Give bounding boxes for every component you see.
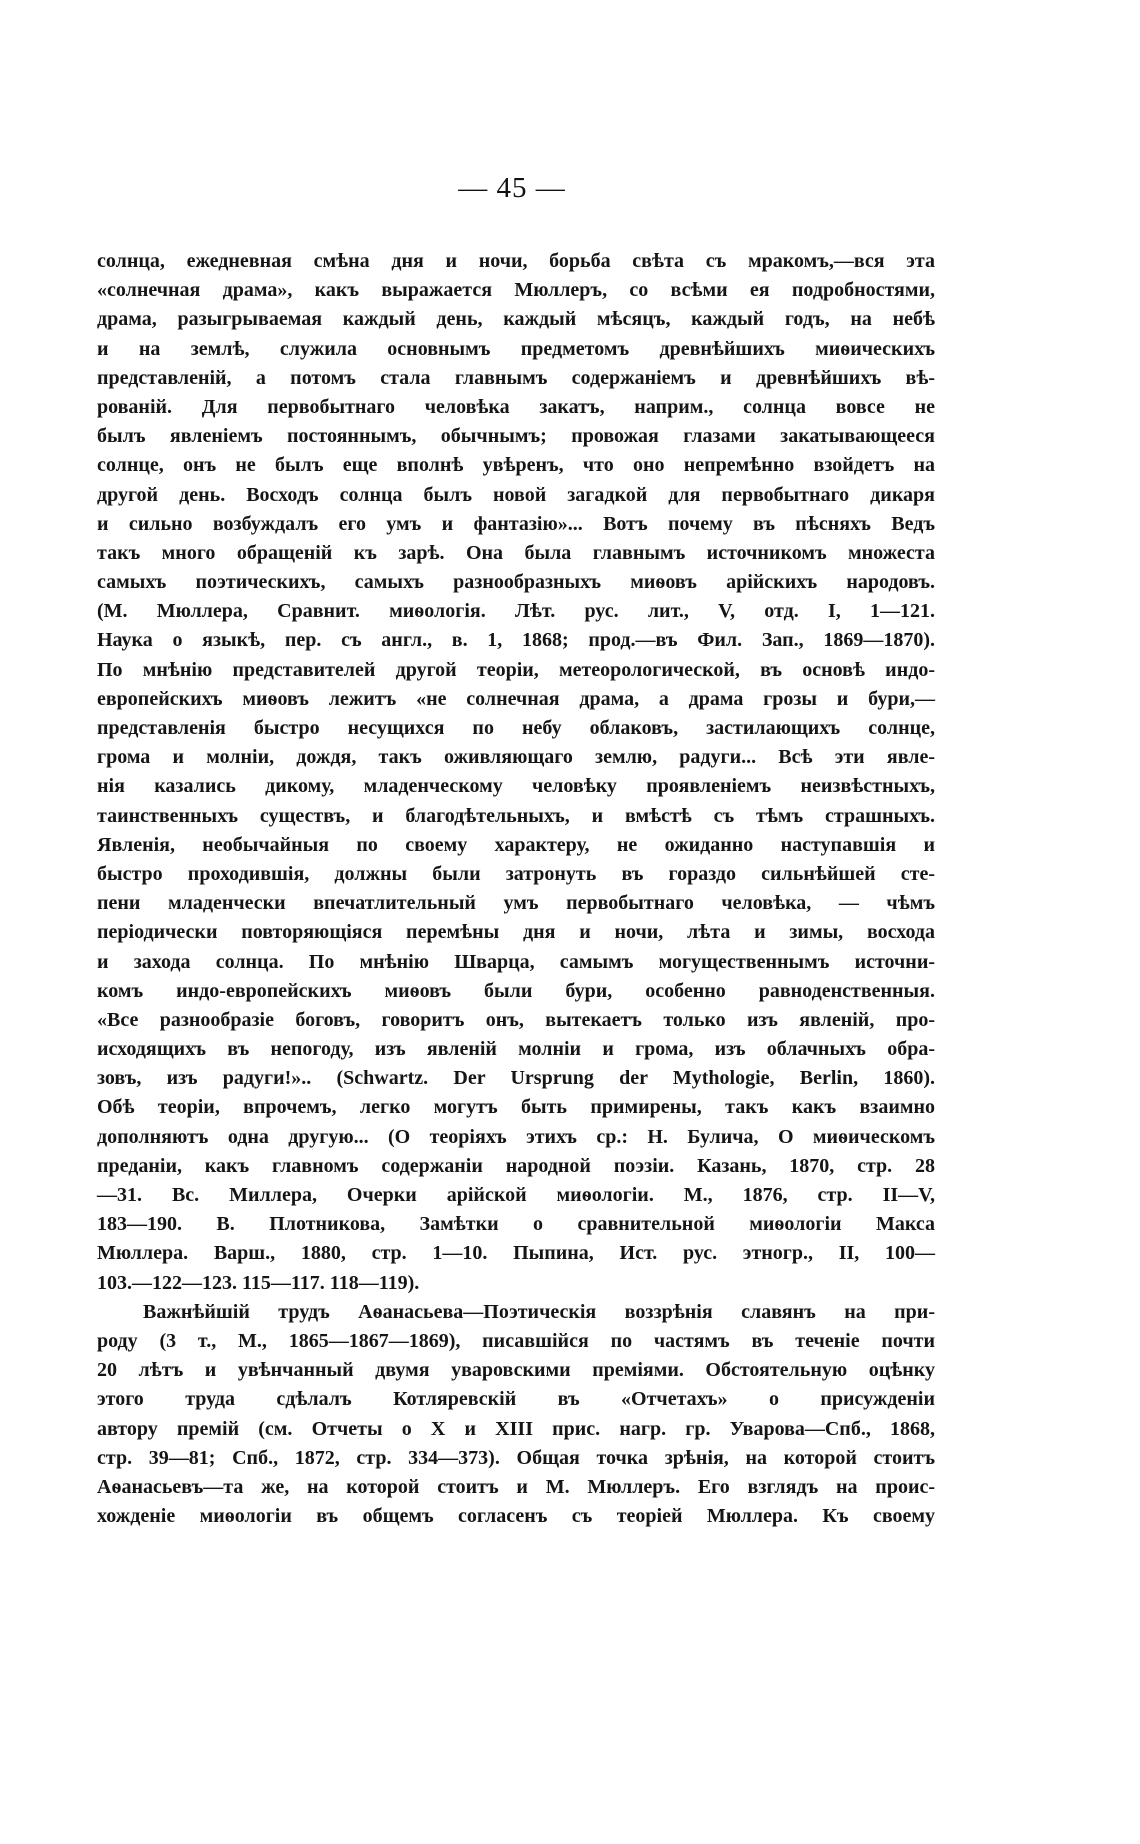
text-line: былъ явленіемъ постояннымъ, обычнымъ; провожая глазами закатывающееся	[97, 425, 935, 448]
text-line: Обѣ теоріи, впрочемъ, легко могутъ быть примирены, такъ какъ взаимно	[97, 1096, 935, 1119]
text-line: быстро проходившія, должны были затронуть въ гораздо сильнѣйшей сте-	[97, 862, 935, 885]
text-line: другой день. Восходъ солнца былъ новой загадкой для первобытнаго дикаря	[97, 483, 935, 506]
text-line: солнца, ежедневная смѣна дня и ночи, борьба свѣта съ мракомъ,—вся эта	[97, 250, 935, 272]
text-line: таинственныхъ существъ, и благодѣтельныхъ, и вмѣстѣ съ тѣмъ страшныхъ.	[97, 804, 935, 827]
text-line: пени младенчески впечатлительный умъ первобытнаго человѣка, — чѣмъ	[97, 892, 935, 915]
text-line: стр. 39—81; Спб., 1872, стр. 334—373). Общая точка зрѣнія, на которой стоитъ	[97, 1446, 935, 1469]
text-line: хожденіе миѳологіи въ общемъ согласенъ съ теоріей Мюллера. Къ своему	[97, 1505, 935, 1528]
page-number: — 45 —	[458, 172, 566, 204]
text-line: представленія быстро несущихся по небу облаковъ, застилающихъ солнце,	[97, 717, 935, 739]
text-line: рованій. Для первобытнаго человѣка закатъ, наприм., солнца вовсе не	[97, 395, 935, 418]
text-line: и сильно возбуждалъ его умъ и фантазію»... Вотъ почему въ пѣсняхъ Ведъ	[97, 512, 935, 535]
text-line: этого труда сдѣлалъ Котляревскій въ «Отчетахъ» о присужденіи	[97, 1388, 935, 1411]
body-text	[97, 247, 935, 1531]
text-line: Мюллера. Варш., 1880, стр. 1—10. Пыпина, Ист. рус. этногр., II, 100—	[97, 1242, 935, 1265]
text-line: 183—190. В. Плотникова, Замѣтки о сравнительной миѳологіи Макса	[97, 1213, 935, 1236]
text-line: «Все разнообразіе боговъ, говоритъ онъ, вытекаетъ только изъ явленій, про-	[97, 1008, 935, 1031]
text-line: европейскихъ миѳовъ лежитъ «не солнечная драма, а драма грозы и бури,—	[97, 687, 935, 710]
text-line: Важнѣйшій трудъ Аѳанасьева—Поэтическія воззрѣнія славянъ на при-	[143, 1300, 935, 1323]
text-line: комъ индо-европейскихъ миѳовъ были бури, особенно равноденственныя.	[97, 979, 935, 1002]
text-line: зовъ, изъ радуги!».. (Schwartz. Der Ursprung der Mythologie, Berlin, 1860).	[97, 1067, 935, 1090]
text-line: —31. Вс. Миллера, Очерки арійской миѳологіи. М., 1876, стр. II—V,	[97, 1184, 935, 1206]
text-line: «солнечная драма», какъ выражается Мюллеръ, со всѣми ея подробностями,	[97, 279, 935, 302]
text-line: автору премій (см. Отчеты о X и XIII прис. нагр. гр. Уварова—Спб., 1868,	[97, 1417, 935, 1440]
text-line: роду (3 т., М., 1865—1867—1869), писавшійся по частямъ въ теченіе почти	[97, 1329, 935, 1352]
text-line: самыхъ поэтическихъ, самыхъ разнообразныхъ миѳовъ арійскихъ народовъ.	[97, 571, 935, 594]
text-line: 20 лѣтъ и увѣнчанный двумя уваровскими преміями. Обстоятельную оцѣнку	[97, 1359, 935, 1382]
text-line: (М. Мюллера, Сравнит. миѳологія. Лѣт. рус. лит., V, отд. I, 1—121.	[97, 600, 935, 623]
text-line: періодически повторяющіяся перемѣны дня и ночи, лѣта и зимы, восхода	[97, 921, 935, 944]
text-line: преданіи, какъ главномъ содержаніи народной поэзіи. Казань, 1870, стр. 28	[97, 1154, 935, 1177]
text-line: драма, разыгрываемая каждый день, каждый мѣсяцъ, каждый годъ, на небѣ	[97, 308, 935, 331]
text-line: нія казались дикому, младенческому человѣку проявленіемъ неизвѣстныхъ,	[97, 775, 935, 798]
text-line: Наука о языкѣ, пер. съ англ., в. 1, 1868; прод.—въ Фил. Зап., 1869—1870).	[97, 629, 935, 652]
text-line: Аѳанасьевъ—та же, на которой стоитъ и М. Мюллеръ. Его взглядъ на проис-	[97, 1475, 935, 1498]
text-line: 103.—122—123. 115—117. 118—119).	[97, 1271, 420, 1294]
text-line: исходящихъ въ непогоду, изъ явленій молніи и грома, изъ облачныхъ обра-	[97, 1038, 935, 1061]
text-line: солнце, онъ не былъ еще вполнѣ увѣренъ, что оно непремѣнно взойдетъ на	[97, 454, 935, 477]
text-line: и захода солнца. По мнѣнію Шварца, самымъ могущественнымъ источни-	[97, 950, 935, 973]
text-line: дополняютъ одна другую... (О теоріяхъ этихъ ср.: Н. Булича, О миѳическомъ	[97, 1125, 935, 1148]
text-line: По мнѣнію представителей другой теоріи, метеорологической, въ основѣ индо-	[97, 658, 935, 681]
text-line: такъ много обращеній къ зарѣ. Она была главнымъ источникомъ множеста	[97, 541, 935, 564]
text-line: и на землѣ, служила основнымъ предметомъ древнѣйшихъ миѳическихъ	[97, 337, 935, 360]
text-line: представленій, а потомъ стала главнымъ содержаніемъ и древнѣйшихъ вѣ-	[97, 366, 935, 389]
text-line: грома и молніи, дождя, такъ оживляющаго землю, радуги... Всѣ эти явле-	[97, 746, 935, 769]
text-line: Явленія, необычайныя по своему характеру, не ожиданно наступавшія и	[97, 833, 935, 856]
